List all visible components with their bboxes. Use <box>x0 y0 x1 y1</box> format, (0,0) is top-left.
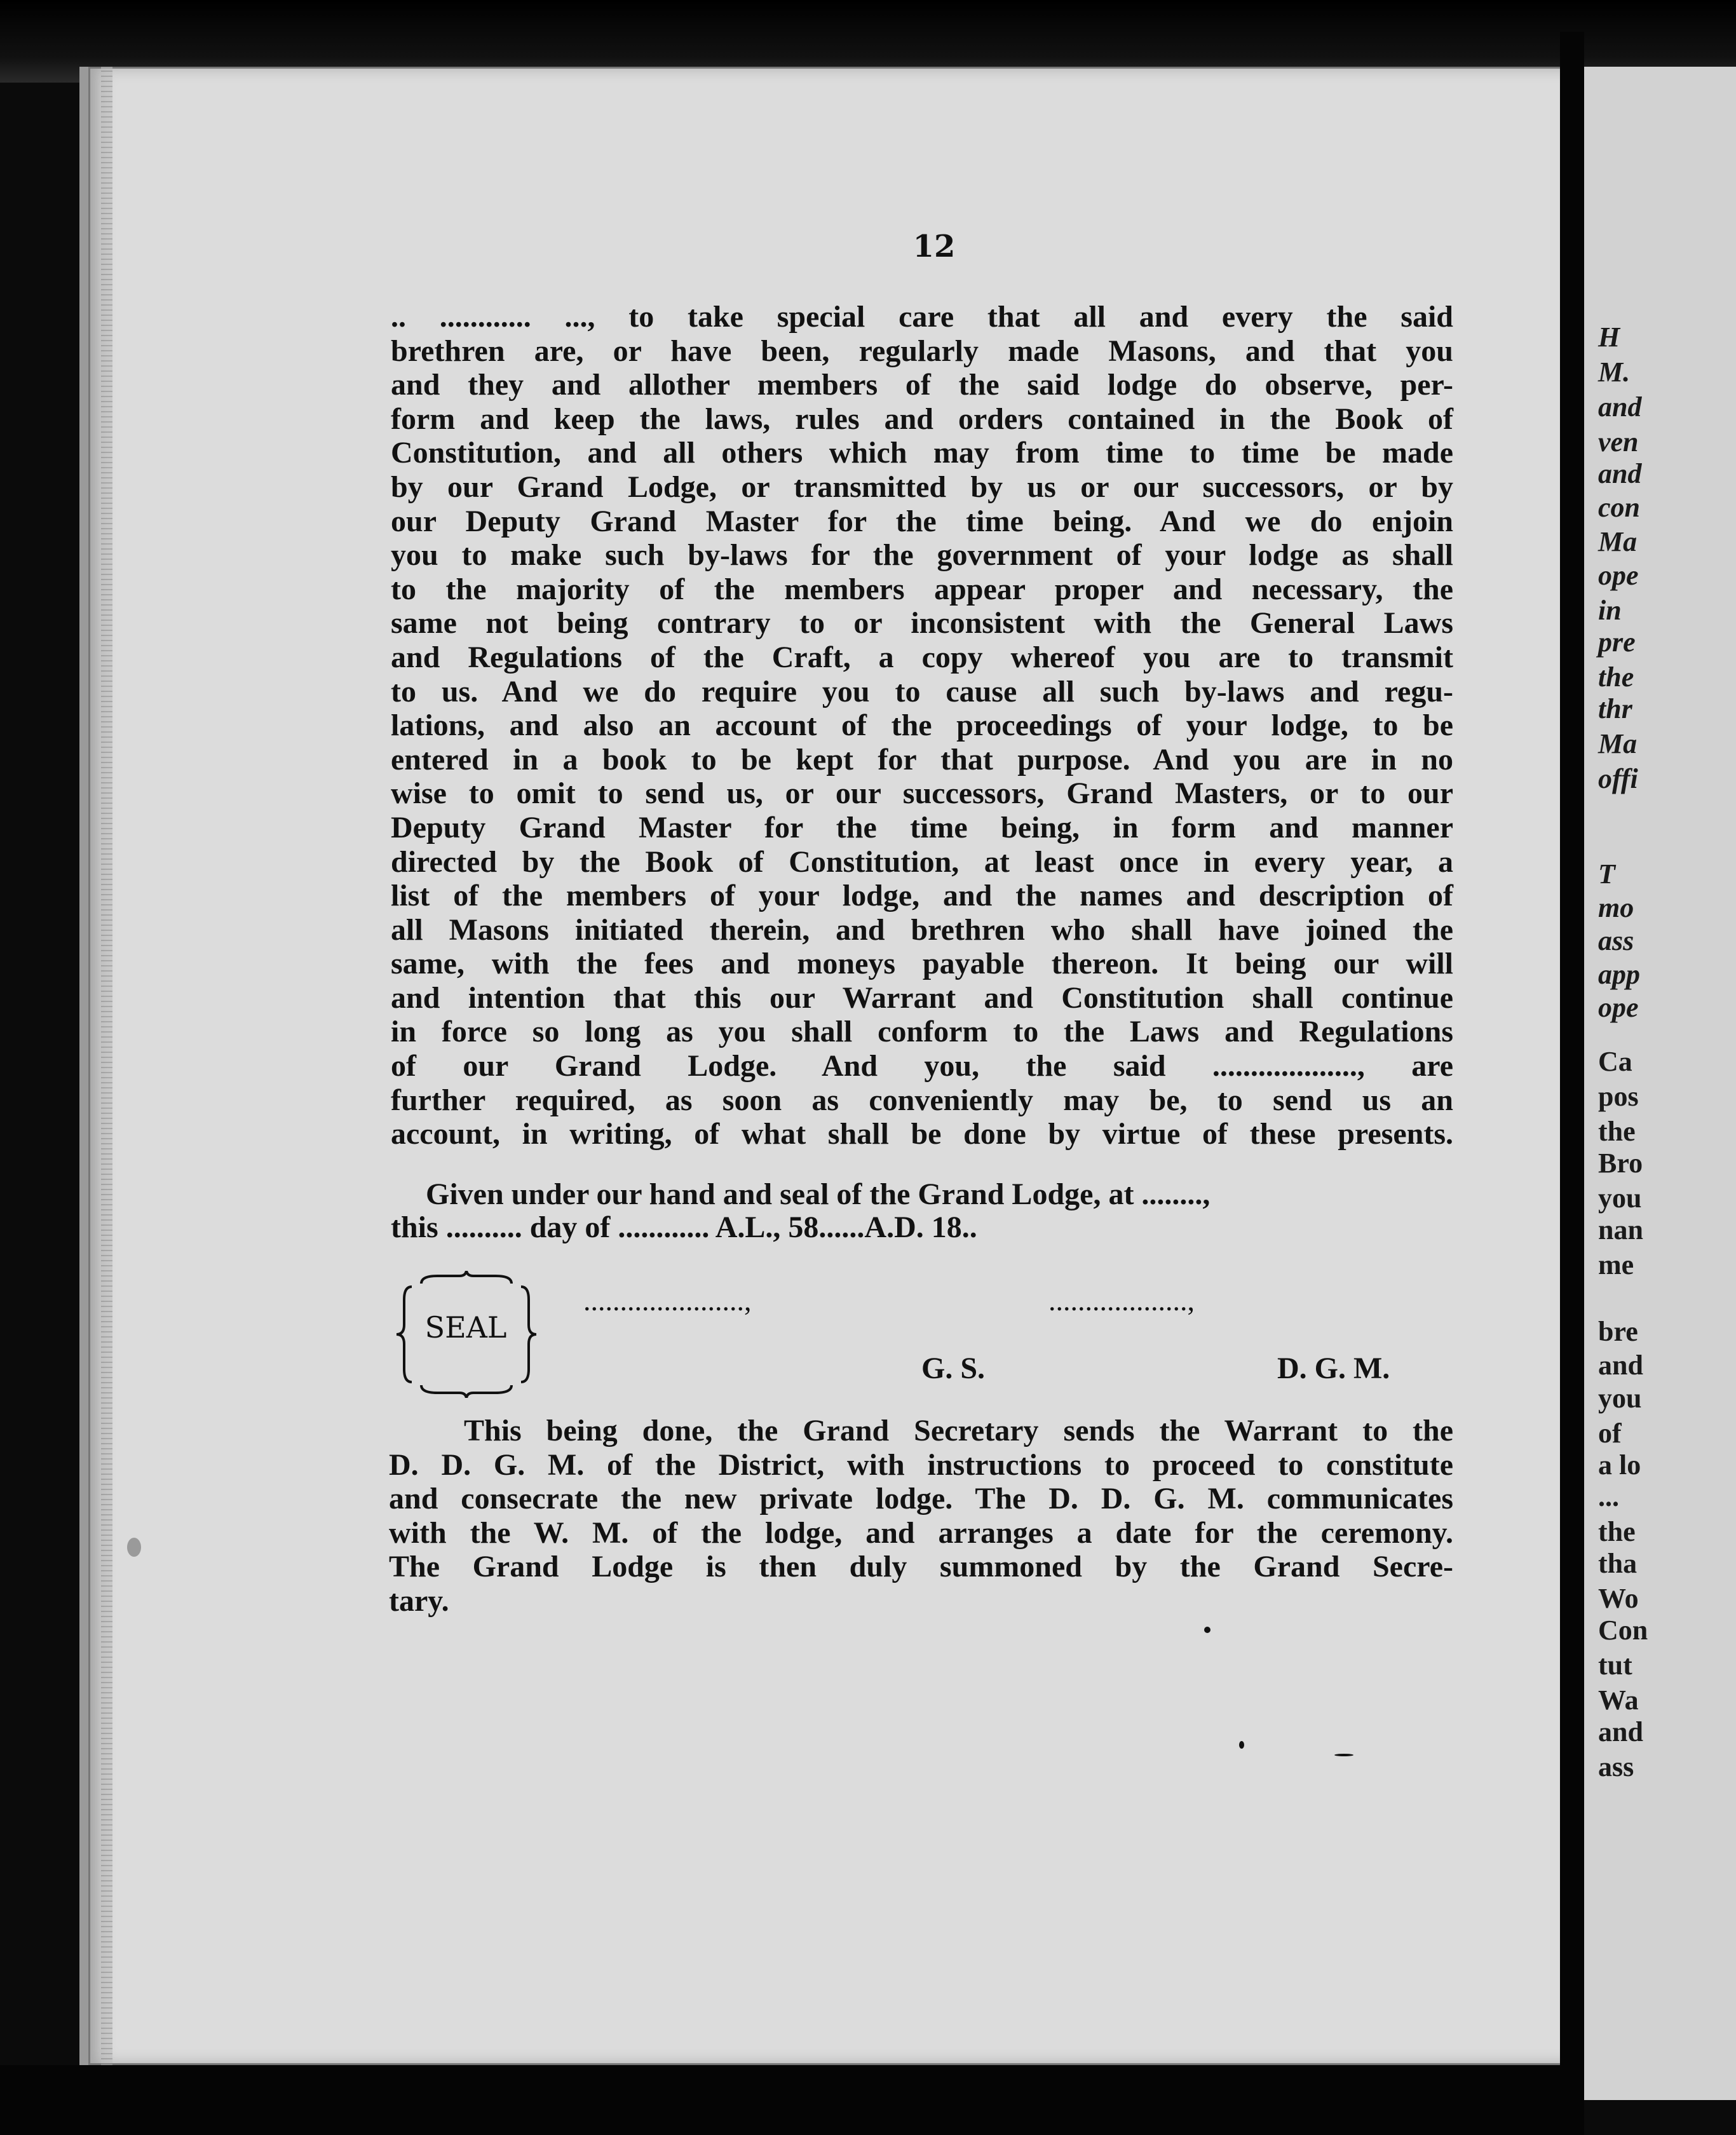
page-edge <box>101 67 112 2065</box>
text-line: list of the members of your lodge, and the names and description of <box>391 879 1453 913</box>
facing-page-fragment: and <box>1598 1350 1643 1381</box>
facing-page-fragment: thr <box>1598 693 1632 724</box>
text-line: same not being contrary to or inconsistent with the General Laws <box>391 606 1453 640</box>
facing-page-fragment: in <box>1598 595 1622 626</box>
text-line: D. D. G. M. of the District, with instructions to proceed to constitute <box>389 1447 1453 1482</box>
text-line: to us. And we do require you to cause all such by-laws and regu- <box>391 674 1453 708</box>
facing-page-fragment: Wa <box>1598 1684 1639 1716</box>
facing-page-fragment: me <box>1598 1249 1634 1280</box>
text-line: further required, as soon as conveniently may be, to send us an <box>391 1083 1453 1117</box>
facing-page-fragment: nan <box>1598 1214 1643 1245</box>
facing-page-edge <box>1584 67 1736 2100</box>
text-line: and consecrate the new private lodge. The D. D. G. M. communicates <box>389 1482 1453 1515</box>
facing-page-fragment: and <box>1598 458 1642 489</box>
signature-gs-label: G. S. <box>921 1352 986 1385</box>
facing-page-fragment: H <box>1598 322 1620 353</box>
procedure-paragraph <box>389 1414 1453 1618</box>
facing-page-fragment: Ma <box>1598 526 1638 557</box>
facing-page-fragment: pos <box>1598 1081 1639 1112</box>
facing-page-fragment: app <box>1598 959 1640 990</box>
facing-page-fragment: Ca <box>1598 1046 1632 1077</box>
ink-speck <box>1239 1741 1244 1749</box>
facing-page-fragment: the <box>1598 661 1634 693</box>
facing-page-fragment: ... <box>1598 1481 1619 1512</box>
paper-blemish <box>127 1538 141 1557</box>
facing-page-fragment: pre <box>1598 627 1636 658</box>
facing-page-fragment: M. <box>1598 356 1631 388</box>
text-line: by our Grand Lodge, or transmitted by us or our successors, or by <box>391 470 1453 504</box>
facing-page-fragment: and <box>1598 1716 1643 1747</box>
facing-page-fragment: ven <box>1598 426 1639 458</box>
book-spine <box>1560 32 1584 2135</box>
text-line: .. ............ ..., to take special care that all and every the said <box>391 300 1453 334</box>
signature-blank-dgm: ..................., <box>1048 1284 1195 1317</box>
facing-page-fragment: bre <box>1598 1316 1638 1347</box>
text-line: entered in a book to be kept for that purpose. And you are in no <box>391 742 1453 776</box>
facing-page-fragment: ass <box>1598 1751 1634 1782</box>
facing-page-fragment: Ma <box>1598 728 1638 759</box>
text-line: This being done, the Grand Secretary sends the Warrant to the <box>464 1414 1453 1447</box>
text-line: of our Grand Lodge. And you, the said ..................., are <box>391 1049 1453 1083</box>
text-line: and Regulations of the Craft, a copy whereof you are to transmit <box>391 640 1453 674</box>
facing-page-fragment: Bro <box>1598 1148 1643 1179</box>
facing-page-fragment: con <box>1598 492 1640 523</box>
signature-blank-gs: ......................, <box>583 1284 752 1317</box>
facing-page-fragment: the <box>1598 1516 1636 1547</box>
facing-page-fragment: ope <box>1598 560 1639 591</box>
text-line: in force so long as you shall conform to the Laws and Regulations <box>391 1015 1453 1049</box>
facing-page-fragment: you <box>1598 1183 1642 1214</box>
text-line: our Deputy Grand Master for the time being. And we do enjoin <box>391 504 1453 538</box>
text-line: lations, and also an account of the proceedings of your lodge, to be <box>391 708 1453 743</box>
facing-page-fragment: Wo <box>1598 1583 1639 1614</box>
date-line: this .......... day of ............ A.L., 58......A.D. 18.. <box>391 1210 977 1244</box>
facing-page-fragment: mo <box>1598 892 1634 923</box>
text-line: wise to omit to send us, or our successors, Grand Masters, or to our <box>391 776 1453 811</box>
text-line: you to make such by-laws for the government of your lodge as shall <box>391 538 1453 573</box>
warrant-text <box>391 300 1453 1151</box>
text-line: directed by the Book of Constitution, at least once in every year, a <box>391 844 1453 879</box>
facing-page-fragment: a lo <box>1598 1449 1641 1481</box>
text-line: tary. <box>389 1583 449 1618</box>
ink-speck <box>1204 1627 1210 1633</box>
signature-dgm-label: D. G. M. <box>1277 1352 1390 1385</box>
text-line: The Grand Lodge is then duly summoned by the Grand Secre- <box>389 1550 1453 1583</box>
text-line: all Masons initiated therein, and brethren who shall have joined the <box>391 912 1453 947</box>
facing-page-fragment: the <box>1598 1116 1636 1147</box>
seal <box>393 1271 540 1398</box>
text-line: with the W. M. of the lodge, and arranges a date for the ceremony. <box>389 1515 1453 1550</box>
text-line: form and keep the laws, rules and orders contained in the Book of <box>391 402 1453 436</box>
facing-page-fragment: ope <box>1598 992 1639 1023</box>
facing-page-fragment: tha <box>1598 1548 1638 1579</box>
facing-page-fragment: and <box>1598 391 1642 423</box>
facing-page-fragment: tut <box>1598 1650 1632 1681</box>
text-line: same, with the fees and moneys payable thereon. It being our will <box>391 947 1453 981</box>
text-line: brethren are, or have been, regularly made Masons, and that you <box>391 334 1453 368</box>
facing-page-fragment: ass <box>1598 925 1634 956</box>
facing-page-fragment: offi <box>1598 763 1638 794</box>
seal-label: SEAL <box>424 1310 507 1345</box>
text-line: account, in writing, of what shall be done by virtue of these presents. <box>391 1117 1453 1151</box>
text-line: to the majority of the members appear proper and necessary, the <box>391 572 1453 606</box>
scan-bottom-shadow <box>0 2065 1560 2135</box>
text-line: Deputy Grand Master for the time being, in form and manner <box>391 810 1453 844</box>
text-line: and intention that this our Warrant and Constitution shall continue <box>391 980 1453 1015</box>
facing-page-fragment: you <box>1598 1383 1642 1414</box>
page-number: 12 <box>912 229 956 264</box>
facing-page-fragment: T <box>1598 858 1615 890</box>
facing-page-fragment: Con <box>1598 1615 1648 1646</box>
given-under-line: Given under our hand and seal of the Grand Lodge, at ........, <box>426 1177 1210 1211</box>
text-line: Constitution, and all others which may from time to time be made <box>391 436 1453 470</box>
text-line: and they and allother members of the said lodge do observe, per- <box>391 368 1453 402</box>
ink-speck <box>1334 1754 1353 1756</box>
facing-page-fragment: of <box>1598 1418 1622 1449</box>
